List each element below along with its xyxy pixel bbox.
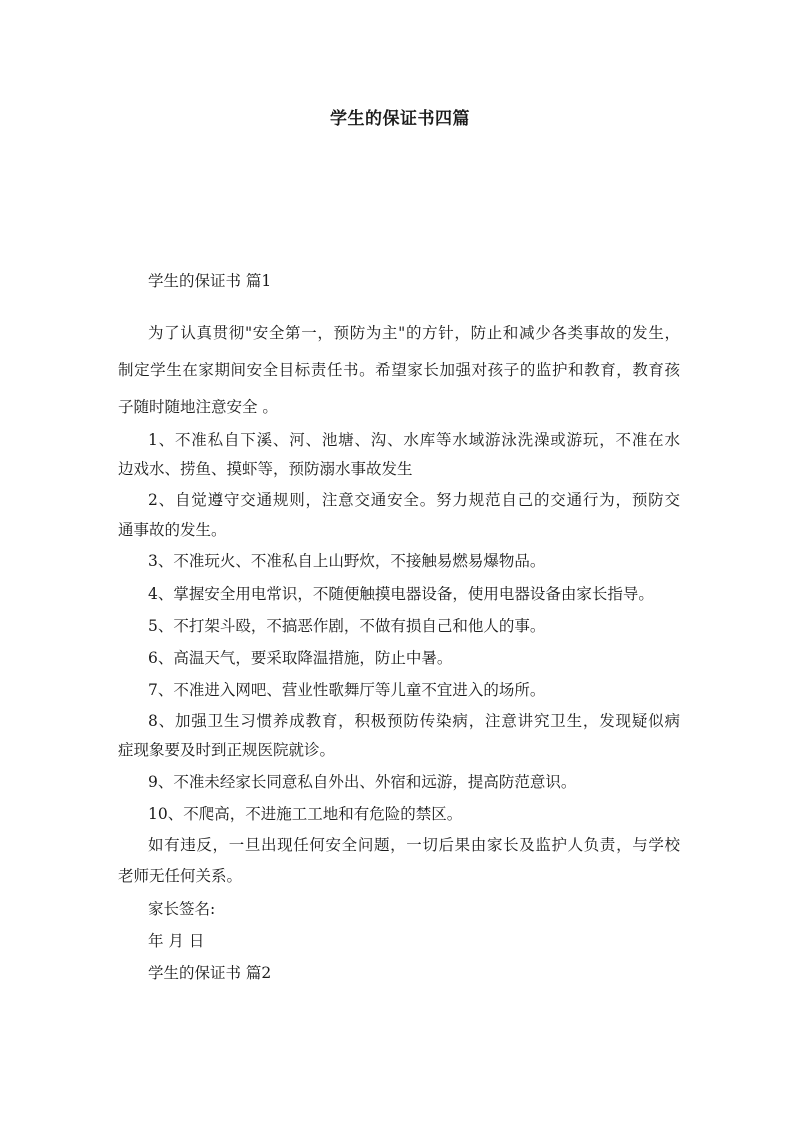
document-title: 学生的保证书四篇 — [330, 109, 470, 129]
rule-item: 9、不准未经家长同意私自外出、外宿和远游，提高防范意识。 — [148, 773, 577, 791]
rule-item: 3、不准玩火、不准私自上山野炊，不接触易燃易爆物品。 — [148, 552, 546, 570]
rule-item: 通事故的发生。 — [118, 521, 227, 539]
signature-label: 家长签名: — [148, 900, 216, 918]
disclaimer-line: 老师无任何关系。 — [118, 867, 243, 885]
intro-line: 子随时随地注意安全 。 — [118, 398, 278, 416]
rule-item: 边戏水、捞鱼、摸虾等，预防溺水事故发生 — [118, 460, 413, 478]
rule-item: 5、不打架斗殴，不搞恶作剧，不做有损自己和他人的事。 — [148, 617, 546, 635]
rule-item: 症现象要及时到正规医院就诊。 — [118, 741, 336, 759]
rule-item: 1、不准私自下溪、河、池塘、沟、水库等水域游泳洗澡或游玩，不准在水 — [148, 431, 680, 449]
rule-item: 10、不爬高，不进施工工地和有危险的禁区。 — [148, 805, 463, 823]
intro-line: 制定学生在家期间安全目标责任书。希望家长加强对孩子的监护和教育，教育孩 — [118, 361, 680, 379]
disclaimer-line: 如有违反，一旦出现任何安全问题，一切后果由家长及监护人负责，与学校 — [148, 836, 680, 854]
rule-item: 7、不准进入网吧、营业性歌舞厅等儿童不宜进入的场所。 — [148, 681, 546, 699]
rule-item: 2、自觉遵守交通规则，注意交通安全。努力规范自己的交通行为，预防交 — [148, 491, 680, 509]
date-line: 年 月 日 — [148, 932, 205, 950]
rule-item: 6、高温天气，要采取降温措施，防止中暑。 — [148, 649, 453, 667]
intro-line: 为了认真贯彻"安全第一，预防为主"的方针，防止和减少各类事故的发生， — [148, 324, 680, 342]
rule-item: 8、加强卫生习惯养成教育，积极预防传染病，注意讲究卫生，发现疑似病 — [148, 712, 680, 730]
rule-item: 4、掌握安全用电常识，不随便触摸电器设备，使用电器设备由家长指导。 — [148, 585, 654, 603]
section-heading: 学生的保证书 篇2 — [148, 964, 272, 982]
section-heading: 学生的保证书 篇1 — [148, 272, 272, 290]
